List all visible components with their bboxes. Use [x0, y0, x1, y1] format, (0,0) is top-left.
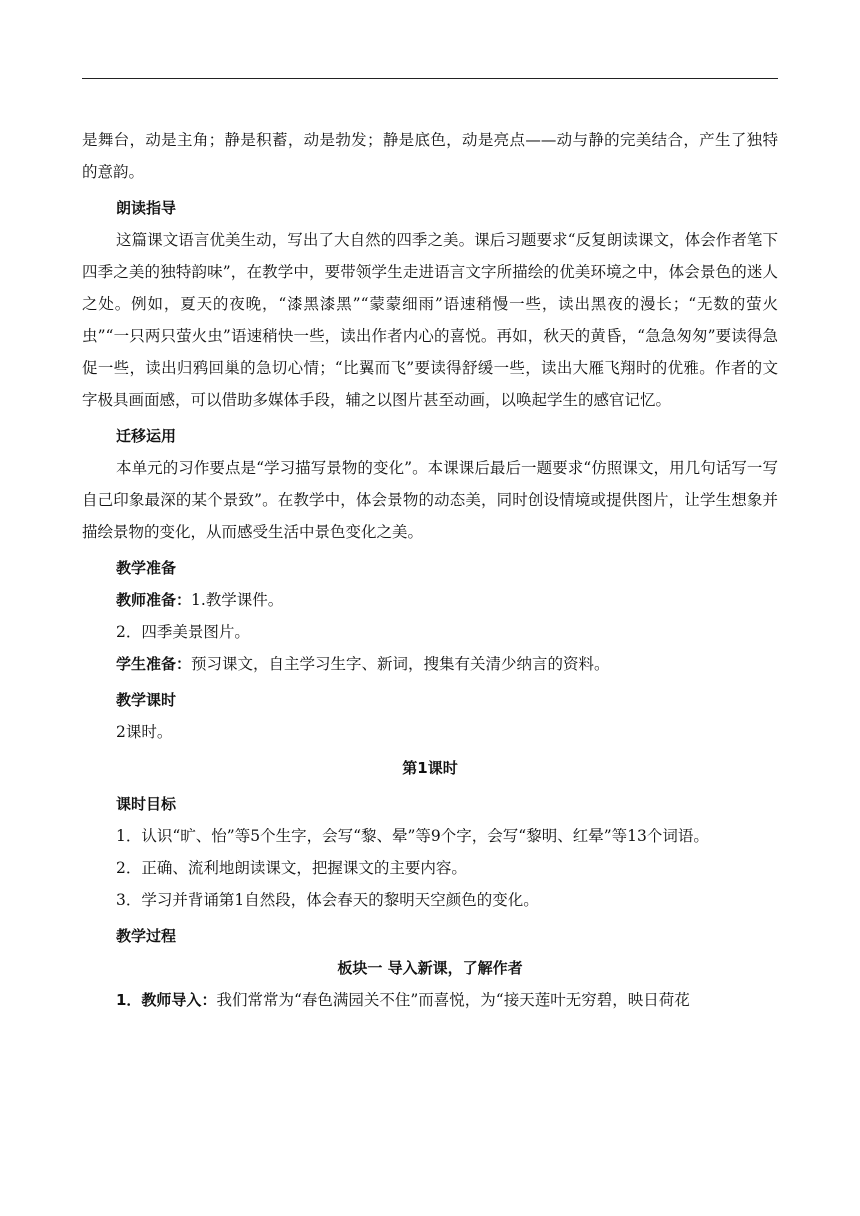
teacher-prep-item-1: 1.教学课件。	[191, 591, 284, 609]
block-one-title: 板块一 导入新课，了解作者	[337, 959, 523, 977]
teaching-hours-text: 2课时。	[116, 723, 173, 741]
goal-item-1: 1．认识“旷、怡”等5个生字，会写“黎、晕”等9个字，会写“黎明、红晕”等13个词语。	[116, 827, 709, 845]
heading-teaching-hours: 教学课时	[116, 691, 177, 709]
heading-teaching-prep: 教学准备	[116, 559, 177, 577]
heading-transfer-application: 迁移运用	[116, 427, 177, 445]
heading-lesson-goals: 课时目标	[116, 795, 177, 813]
document-body	[82, 124, 778, 1016]
intro-label: 1．教师导入：	[116, 991, 217, 1009]
heading-teaching-process: 教学过程	[116, 927, 177, 945]
student-prep-text: 预习课文，自主学习生字、新词，搜集有关清少纳言的资料。	[191, 655, 610, 673]
goal-item-3: 3．学习并背诵第1自然段，体会春天的黎明天空颜色的变化。	[116, 891, 539, 909]
student-prep-line	[82, 648, 778, 680]
intro-line	[82, 984, 778, 1016]
lesson-title: 第1课时	[402, 759, 458, 777]
goal-item-2: 2．正确、流利地朗读课文，把握课文的主要内容。	[116, 859, 467, 877]
teacher-prep-label: 教师准备：	[116, 591, 192, 609]
student-prep-label: 学生准备：	[116, 655, 192, 673]
header-rule	[82, 78, 778, 79]
teacher-prep-item-2: 2．四季美景图片。	[116, 623, 250, 641]
teacher-prep-line	[82, 584, 778, 616]
intro-text: 我们常常为“春色满园关不住”而喜悦，为“接天莲叶无穷碧，映日荷花	[216, 991, 690, 1009]
heading-reading-guide: 朗读指导	[116, 199, 177, 217]
paragraph-reading-guide: 这篇课文语言优美生动，写出了大自然的四季之美。课后习题要求“反复朗读课文，体会作者笔下四季之美的独特韵味”，在教学中，要带领学生走进语言文字所描绘的优美环境之中，体会景色的迷人之处。例如，夏天的夜晚，“漆黑漆黑”“蒙蒙细雨”语速稍慢一些，读出黑夜的漫长；“无数的萤火虫”“一只两只萤火虫”语速稍快一些，读出作者内心的喜悦。再如，秋天的黄昏，“急急匆匆”要读得急促一些，读出归鸦回巢的急切心情；“比翼而飞”要读得舒缓一些，读出大雁飞翔时的优雅。作者的文字极具画面感，可以借助多媒体手段，辅之以图片甚至动画，以唤起学生的感官记忆。	[82, 231, 778, 409]
paragraph-continued: 是舞台，动是主角；静是积蓄，动是勃发；静是底色，动是亮点——动与静的完美结合，产生了独特的意韵。	[82, 131, 778, 181]
paragraph-transfer-application: 本单元的习作要点是“学习描写景物的变化”。本课课后最后一题要求“仿照课文，用几句话写一写自己印象最深的某个景致”。在教学中，体会景物的动态美，同时创设情境或提供图片，让学生想象并描绘景物的变化，从而感受生活中景色变化之美。	[82, 459, 778, 541]
